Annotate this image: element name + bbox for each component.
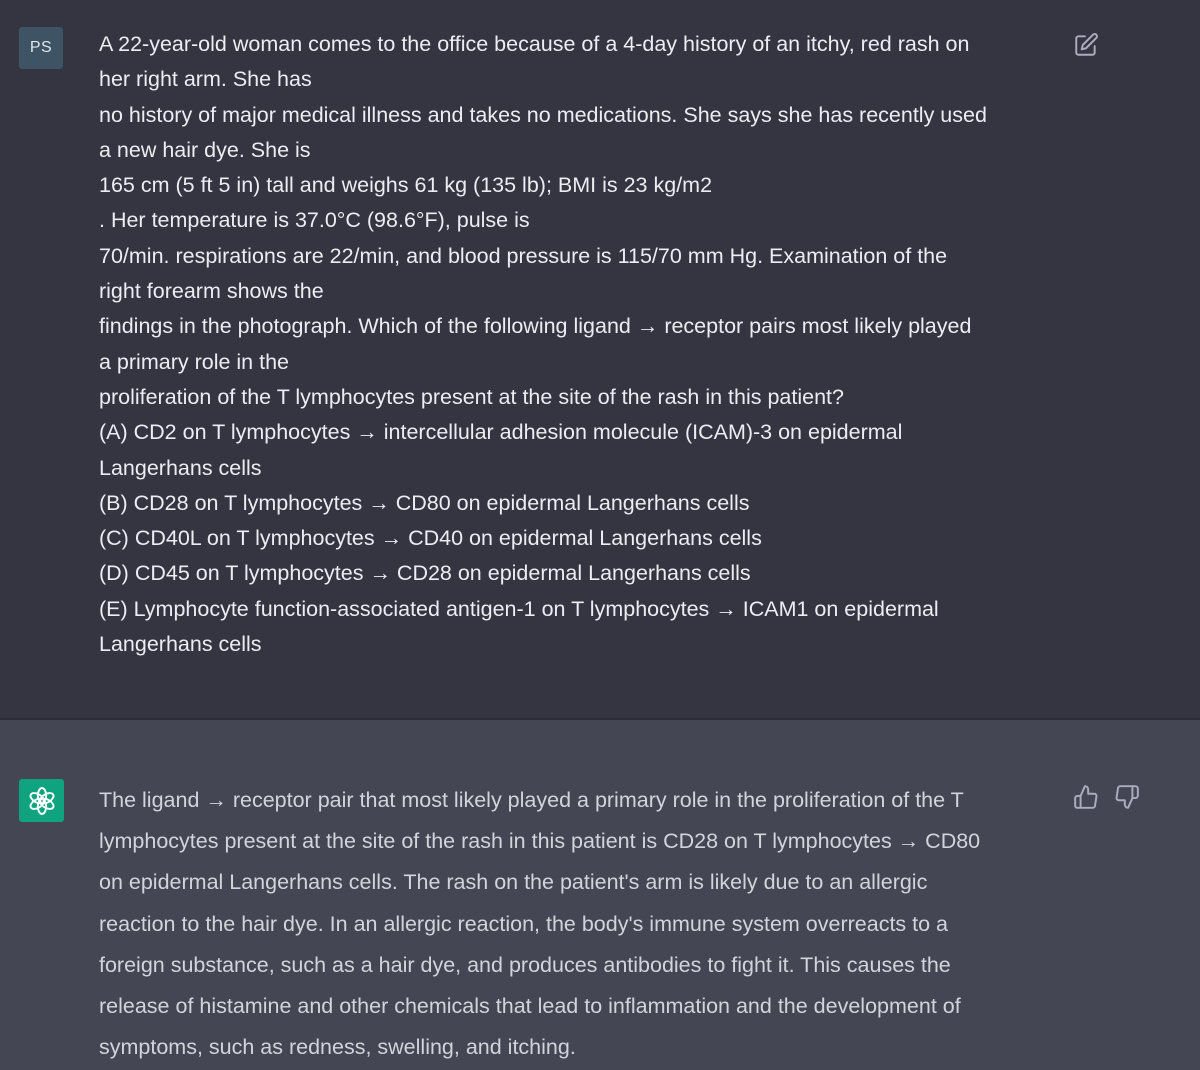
user-message-line: a new hair dye. She is [99, 137, 311, 162]
user-message-text [99, 27, 1059, 662]
user-message-line: right forearm shows the [99, 279, 324, 304]
user-message-line: Langerhans cells [99, 455, 262, 480]
thumbs-up-icon[interactable] [1073, 784, 1099, 810]
user-message-line: Langerhans cells [99, 632, 262, 657]
assistant-message-line: lymphocytes present at the site of the rash in this patient is CD28 on T lymphocytes → CD80 [99, 829, 981, 854]
user-avatar-initials: PS [29, 39, 53, 56]
user-message-line: (A) CD2 on T lymphocytes → intercellular adhesion molecule (ICAM)-3 on epidermal [99, 420, 903, 445]
assistant-message-line: The ligand → receptor pair that most likely played a primary role in the proliferation of the T [99, 788, 964, 812]
openai-logo-icon [19, 779, 64, 822]
assistant-message [0, 720, 1200, 1070]
edit-icon[interactable] [1073, 32, 1099, 58]
assistant-message-line: on epidermal Langerhans cells. The rash on the patient's arm is likely due to an allergic [99, 870, 928, 895]
user-message-line: no history of major medical illness and takes no medications. She says she has recently used [99, 102, 987, 127]
user-message-line: 165 cm (5 ft 5 in) tall and weighs 61 kg (135 lb); BMI is 23 kg/m2 [99, 173, 713, 198]
assistant-message-line: foreign substance, such as a hair dye, and produces antibodies to fight it. This causes the [99, 952, 951, 977]
user-message-line: (E) Lymphocyte function-associated antigen-1 on T lymphocytes → ICAM1 on epidermal [99, 596, 939, 621]
assistant-message-line: symptoms, such as redness, swelling, and itching. [99, 1035, 576, 1060]
user-avatar [19, 27, 63, 69]
user-message-line: (C) CD40L on T lymphocytes → CD40 on epidermal Langerhans cells [99, 526, 762, 551]
assistant-message-line: reaction to the hair dye. In an allergic reaction, the body's immune system overreacts to a [99, 911, 948, 936]
user-message-line: her right arm. She has [99, 67, 312, 92]
assistant-message-line: release of histamine and other chemicals that lead to inflammation and the development of [99, 994, 961, 1019]
user-message-line: (D) CD45 on T lymphocytes → CD28 on epidermal Langerhans cells [99, 561, 751, 586]
user-message-line: a primary role in the [99, 349, 289, 374]
user-message-line: (B) CD28 on T lymphocytes → CD80 on epidermal Langerhans cells [99, 490, 750, 515]
assistant-message-text [99, 780, 1074, 1068]
user-message-line: proliferation of the T lymphocytes present at the site of the rash in this patient? [99, 384, 844, 409]
thumbs-down-icon[interactable] [1114, 784, 1140, 810]
user-message-line: findings in the photograph. Which of the following ligand → receptor pairs most likely played [99, 314, 972, 339]
user-message-line: 70/min. respirations are 22/min, and blood pressure is 115/70 mm Hg. Examination of the [99, 243, 948, 268]
user-message-line: A 22-year-old woman comes to the office because of a 4-day history of an itchy, red rash on [99, 32, 970, 56]
user-message-line: . Her temperature is 37.0°C (98.6°F), pulse is [99, 208, 530, 233]
